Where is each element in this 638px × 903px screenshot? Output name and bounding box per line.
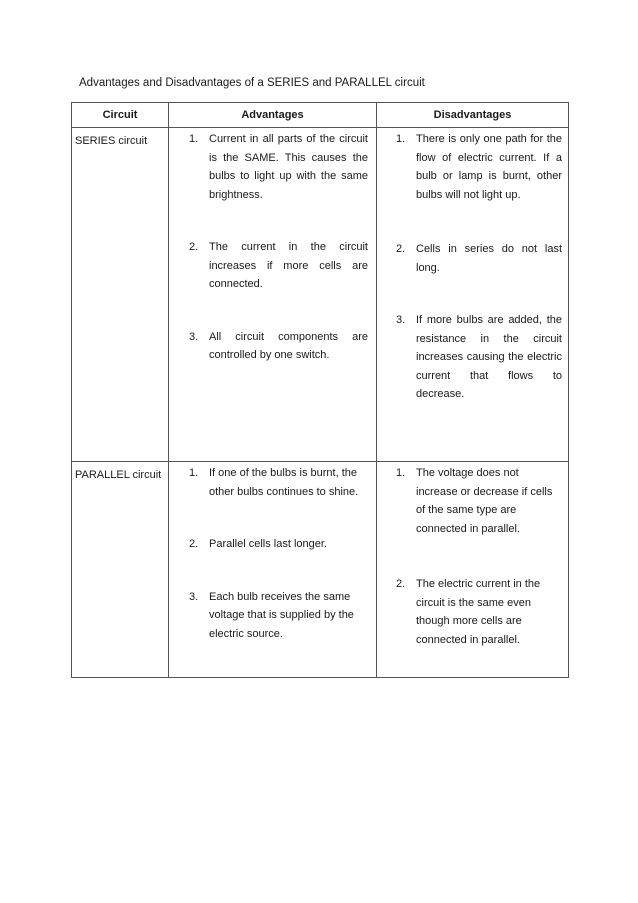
advantages-list	[181, 130, 368, 365]
list-item	[181, 464, 368, 501]
advantages-cell	[169, 462, 377, 678]
comparison-table	[71, 102, 569, 678]
table-row-series	[72, 128, 569, 462]
item-text: Current in all parts of the circuit is the SAME. This causes the bulbs to light up with the same brightness.	[209, 133, 368, 201]
item-number: 2.	[189, 538, 199, 550]
item-text: Parallel cells last longer.	[209, 538, 328, 550]
header-circuit: Circuit	[72, 103, 169, 128]
item-number: 3.	[189, 330, 199, 343]
item-text: If one of the bulbs is burnt, the other bulbs continues to shine.	[209, 467, 359, 498]
document-title: Advantages and Disadvantages of a SERIES and PARALLEL circuit	[79, 77, 425, 89]
list-item	[388, 130, 562, 204]
table-row-parallel	[72, 462, 569, 678]
list-item	[388, 575, 562, 649]
item-text: All circuit components are controlled by one switch.	[209, 330, 368, 361]
item-text: There is only one path for the flow of electric current. If a bulb or lamp is burnt, other bulbs will not light up.	[416, 133, 562, 201]
item-number: 1.	[189, 133, 199, 145]
circuit-name-cell	[72, 128, 169, 462]
list-item	[388, 464, 562, 538]
list-item	[181, 328, 368, 365]
item-number: 3.	[189, 590, 199, 603]
item-number: 1.	[396, 133, 406, 145]
list-item	[181, 588, 368, 644]
circuit-name-cell	[72, 462, 169, 678]
item-text: If more bulbs are added, the resistance in the circuit increases causing the electric current that flows to decrease.	[416, 314, 562, 400]
list-item	[181, 238, 368, 294]
header-disadvantages: Disadvantages	[377, 103, 569, 128]
circuit-name: PARALLEL circuit	[75, 469, 162, 481]
item-number: 2.	[189, 241, 199, 253]
item-text: Cells in series do not last long.	[416, 243, 562, 274]
list-item	[181, 130, 368, 204]
item-number: 2.	[396, 578, 406, 590]
disadvantages-list	[388, 130, 562, 404]
item-number: 3.	[396, 314, 406, 326]
item-number: 1.	[396, 467, 406, 479]
table-header-row	[72, 103, 569, 128]
disadvantages-cell	[377, 128, 569, 462]
list-item	[388, 240, 562, 277]
item-text: Each bulb receives the same voltage that is supplied by the electric source.	[209, 590, 354, 640]
list-item	[181, 535, 368, 554]
advantages-list	[181, 464, 368, 643]
item-text: The voltage does not increase or decrease if cells of the same type are connected in parallel.	[416, 467, 553, 535]
disadvantages-cell	[377, 462, 569, 678]
item-text: The current in the circuit increases if more cells are connected.	[209, 241, 368, 290]
list-item	[388, 311, 562, 404]
item-number: 2.	[396, 243, 406, 255]
item-text: The electric current in the circuit is the same even though more cells are connected in parallel.	[416, 578, 541, 646]
header-advantages: Advantages	[169, 103, 377, 128]
disadvantages-list	[388, 464, 562, 649]
circuit-name: SERIES circuit	[75, 135, 148, 147]
advantages-cell	[169, 128, 377, 462]
item-number: 1.	[189, 467, 199, 479]
